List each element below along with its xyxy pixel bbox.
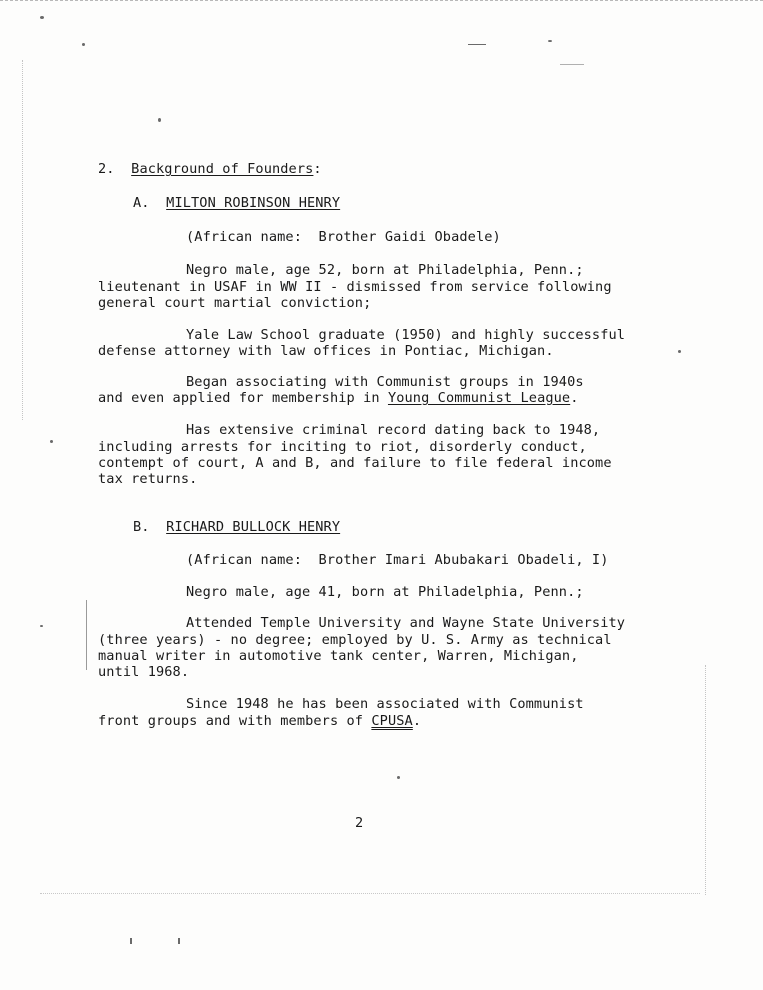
founder-b-african-name: (African name: Brother Imari Abubakari Obadeli, I) [186,552,609,568]
founder-a-letter: A. [133,195,150,211]
founder-b-p2-line2: (three years) - no degree; employed by U. S. Army as technical [98,632,612,648]
founder-b-p2-line1: Attended Temple University and Wayne State University [186,615,626,631]
founder-a-p4-line3: contempt of court, A and B, and failure to file federal income [98,455,612,471]
scan-speck [82,43,85,46]
scan-speck [397,776,400,779]
scan-artifact [40,893,700,894]
founder-a-p3-line1: Began associating with Communist groups in 1940s [186,374,584,390]
founder-b-p2-line3: manual writer in automotive tank center, Warren, Michigan, [98,648,579,664]
page-number: 2 [355,815,364,831]
founder-b-p3-line2-period: . [412,713,422,729]
founder-a-african-name: (African name: Brother Gaidi Obadele) [186,229,501,245]
scan-speck [468,44,486,45]
founder-b-p3-line2-text: front groups and with members of [98,713,372,729]
founder-a-p3-line2 [98,390,579,406]
founder-a-p3-line2-period: . [570,390,579,406]
founder-b-heading [133,519,340,535]
young-communist-league-underlined: Young Communist League [387,390,571,406]
founder-b-p3-line1: Since 1948 he has been associated with Communist [186,696,584,712]
founder-a-p1-line2: lieutenant in USAF in WW II - dismissed from service following [98,279,612,295]
section-number: 2. [98,161,115,177]
scan-speck [158,118,161,122]
top-border [0,0,763,1]
scan-speck [560,64,584,65]
founder-a-p1-line3: general court martial conviction; [98,295,372,311]
section-heading [98,161,322,177]
founder-b-p1-line1: Negro male, age 41, born at Philadelphia, Penn.; [186,584,584,600]
founder-a-p4-line1: Has extensive criminal record dating back to 1948, [186,422,601,438]
scan-speck [678,350,681,353]
founder-a-p1-line1: Negro male, age 52, born at Philadelphia, Penn.; [186,262,584,278]
founder-a-heading [133,195,340,211]
founder-a-p2-line1: Yale Law School graduate (1950) and highly successful [186,327,626,343]
founder-b-name: RICHARD BULLOCK HENRY [166,519,341,535]
scan-artifact [22,60,23,420]
founder-b-letter: B. [133,519,150,535]
founder-a-p3-line2-text: and even applied for membership in [98,390,388,406]
scan-speck [548,40,552,42]
founder-a-p4-line2: including arrests for inciting to riot, disorderly conduct, [98,439,587,455]
scan-artifact [705,665,706,895]
founder-b-p3-line2 [98,713,421,729]
scan-speck [40,625,43,627]
founder-a-p2-line2: defense attorney with law offices in Pontiac, Michigan. [98,343,554,359]
founder-a-name: MILTON ROBINSON HENRY [166,195,341,211]
section-colon: : [313,161,322,177]
scan-speck [50,440,53,443]
scan-artifact [86,600,87,670]
scan-speck [178,938,180,944]
founder-b-p2-line4: until 1968. [98,664,190,680]
cpusa-underlined: CPUSA [371,713,413,729]
founder-a-p4-line4: tax returns. [98,471,198,487]
scan-speck [40,16,44,19]
section-title: Background of Founders [131,161,314,177]
scan-speck [130,938,132,944]
